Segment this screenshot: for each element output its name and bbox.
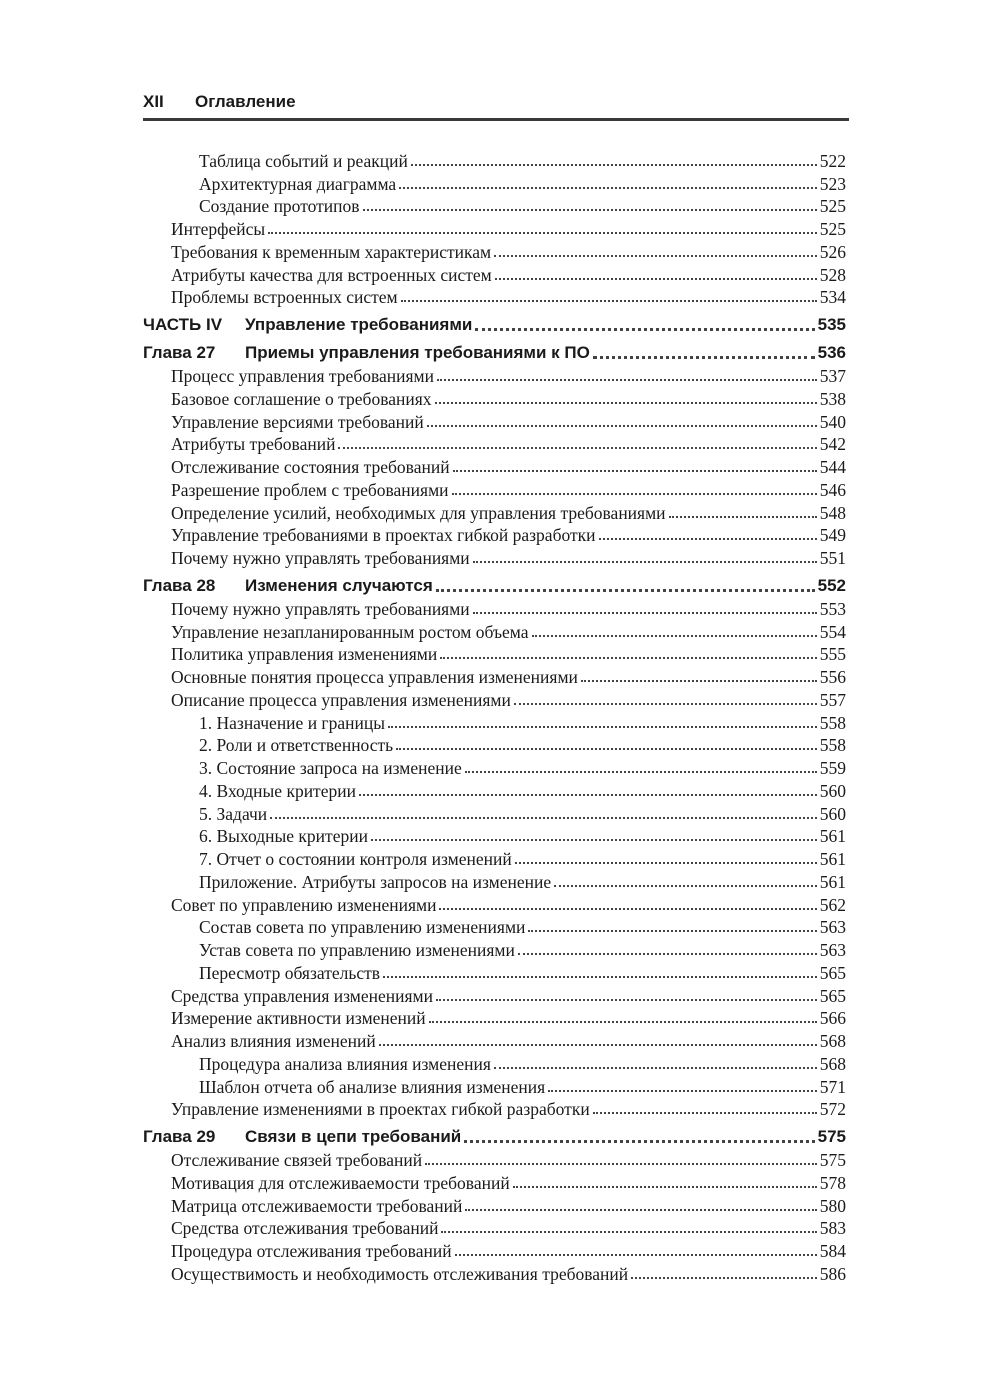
- toc-entry[interactable]: [143, 1074, 846, 1097]
- page-number: XII: [143, 92, 164, 111]
- page-ref: 561: [819, 826, 846, 847]
- toc-entry[interactable]: [143, 937, 846, 960]
- page-ref: 558: [819, 735, 846, 756]
- dot-leader: [599, 538, 817, 540]
- entry-title: Мотивация для отслеживаемости требований: [171, 1172, 510, 1193]
- entry-title: Проблемы встроенных систем: [171, 287, 398, 308]
- dot-leader: [528, 930, 816, 932]
- entry-title: Приложение. Атрибуты запросов на изменение: [199, 871, 552, 892]
- toc-entry[interactable]: [143, 523, 846, 546]
- page-ref: 561: [819, 871, 846, 892]
- toc-entry[interactable]: [143, 1051, 846, 1074]
- entry-title: Средства отслеживания требований: [171, 1218, 439, 1239]
- toc-entry[interactable]: [143, 148, 846, 171]
- page-ref: 538: [819, 388, 846, 409]
- toc-entry[interactable]: [143, 869, 846, 892]
- toc-entry[interactable]: [143, 915, 846, 938]
- dot-leader: [631, 1277, 817, 1279]
- toc-entry[interactable]: [143, 778, 846, 801]
- entry-title: Управление незапланированным ростом объема: [171, 621, 529, 642]
- entry-title: 2. Роли и ответственность: [199, 735, 394, 756]
- toc-entry[interactable]: [143, 171, 846, 194]
- page-ref: 578: [819, 1172, 846, 1193]
- page-ref: 580: [819, 1195, 846, 1216]
- page-ref: 558: [819, 712, 846, 733]
- dot-leader: [441, 1231, 816, 1233]
- dot-leader: [593, 1112, 817, 1114]
- dot-leader: [436, 589, 815, 592]
- dot-leader: [465, 1209, 816, 1211]
- toc-entry[interactable]: [143, 1238, 846, 1261]
- dot-leader: [455, 1254, 817, 1256]
- page-ref: 575: [819, 1150, 846, 1170]
- page-ref: 552: [817, 576, 846, 595]
- page-ref: 568: [819, 1031, 846, 1051]
- page-ref: 568: [819, 1053, 846, 1074]
- toc-entry[interactable]: [143, 596, 846, 619]
- page-ref: 523: [819, 173, 846, 194]
- entry-title: Управление версиями требований: [171, 411, 424, 432]
- dot-leader: [435, 402, 817, 404]
- toc-entry[interactable]: [143, 1193, 846, 1216]
- entry-title: 1. Назначение и границы: [199, 712, 385, 733]
- toc-entry[interactable]: [143, 545, 846, 568]
- page-ref: 549: [819, 525, 846, 546]
- toc-entry[interactable]: [143, 1028, 846, 1051]
- page-ref: 525: [819, 219, 846, 239]
- entry-title: Разрешение проблем с требованиями: [171, 479, 449, 500]
- dot-leader: [581, 680, 817, 682]
- page-ref: 586: [819, 1263, 846, 1284]
- toc-entry[interactable]: [143, 432, 846, 455]
- page-ref: 571: [819, 1076, 846, 1097]
- dot-leader: [363, 209, 817, 211]
- chapter-label: ЧАСТЬ IV: [143, 315, 223, 335]
- entry-title: Связи в цепи требований: [245, 1127, 462, 1147]
- dot-leader: [669, 516, 817, 518]
- page-ref: 546: [819, 479, 846, 500]
- dot-leader: [494, 1067, 817, 1069]
- dot-leader: [425, 1163, 817, 1165]
- entry-title: Отслеживание состояния требований: [171, 457, 450, 477]
- toc-entry[interactable]: [143, 262, 846, 285]
- page-ref: 526: [819, 241, 846, 262]
- entry-title: Основные понятия процесса управления изменениями: [171, 667, 578, 687]
- toc-entry[interactable]: [143, 983, 846, 1006]
- dot-leader: [514, 703, 817, 705]
- dot-leader: [475, 328, 814, 331]
- entry-title: 3. Состояние запроса на изменение: [199, 758, 462, 778]
- page-ref: 563: [819, 940, 846, 960]
- toc-entry[interactable]: [143, 1261, 846, 1284]
- entry-title: Пересмотр обязательств: [199, 962, 381, 983]
- entry-title: Управление изменениями в проектах гибкой разработки: [171, 1099, 590, 1120]
- dot-leader: [379, 1044, 817, 1046]
- entry-title: Устав совета по управлению изменениями: [199, 940, 515, 960]
- dot-leader: [437, 379, 817, 381]
- entry-title: Отслеживание связей требований: [171, 1150, 423, 1170]
- entry-title: 5. Задачи: [199, 803, 268, 824]
- toc-entry[interactable]: [143, 892, 846, 915]
- toc-entry[interactable]: [143, 755, 846, 778]
- toc-entry[interactable]: [143, 386, 846, 409]
- toc-entry[interactable]: [143, 194, 846, 217]
- dot-leader: [453, 470, 817, 472]
- page-ref: 565: [819, 985, 846, 1006]
- dot-leader: [495, 278, 817, 280]
- page-ref: 584: [819, 1241, 846, 1261]
- dot-leader: [268, 232, 817, 234]
- dot-leader: [436, 999, 817, 1001]
- entry-title: Приемы управления требованиями к ПО: [245, 343, 590, 363]
- dot-leader: [518, 953, 817, 955]
- entry-title: Средства управления изменениями: [171, 985, 433, 1006]
- page-ref: 536: [817, 343, 846, 363]
- chapter-label: Глава 28: [143, 576, 216, 595]
- toc-entry[interactable]: [143, 801, 846, 824]
- toc-entry[interactable]: [143, 1006, 846, 1029]
- page-ref: 561: [819, 849, 846, 869]
- page-ref: 555: [819, 644, 846, 665]
- toc-entry[interactable]: [143, 710, 846, 733]
- toc-entry[interactable]: [143, 454, 846, 477]
- entry-title: Создание прототипов: [199, 196, 360, 217]
- dot-leader: [359, 794, 817, 796]
- dot-leader: [401, 300, 817, 302]
- page-ref: 540: [819, 411, 846, 432]
- page-ref: 562: [819, 894, 846, 915]
- entry-title: Описание процесса управления изменениями: [171, 689, 511, 710]
- page-ref: 560: [819, 780, 846, 801]
- toc-entry[interactable]: [143, 1147, 846, 1170]
- toc-entry[interactable]: [143, 477, 846, 500]
- entry-title: 4. Входные критерии: [199, 780, 356, 801]
- entry-title: Атрибуты качества для встроенных систем: [171, 264, 492, 285]
- page-ref: 544: [819, 457, 846, 477]
- dot-leader: [473, 612, 817, 614]
- entry-title: Процедура анализа влияния изменения: [199, 1053, 491, 1074]
- toc-entry[interactable]: [143, 216, 846, 239]
- page-ref: 566: [819, 1008, 846, 1029]
- page-ref: 575: [817, 1127, 846, 1147]
- dot-leader: [465, 771, 817, 773]
- dot-leader: [554, 885, 817, 887]
- toc-entry[interactable]: [143, 239, 846, 262]
- page-ref: 554: [819, 621, 846, 642]
- toc-entry[interactable]: [143, 733, 846, 756]
- dot-leader: [593, 356, 815, 359]
- entry-title: Управление требованиями: [245, 315, 473, 335]
- toc-entry[interactable]: [143, 1216, 846, 1239]
- dot-leader: [371, 839, 817, 841]
- entry-title: Архитектурная диаграмма: [199, 173, 397, 194]
- dot-leader: [270, 817, 817, 819]
- entry-title: Базовое соглашение о требованиях: [171, 388, 432, 409]
- dot-leader: [411, 164, 817, 166]
- dot-leader: [383, 976, 817, 978]
- toc-entry[interactable]: [143, 1170, 846, 1193]
- entry-title: Изменения случаются: [245, 576, 433, 595]
- toc-entry[interactable]: [143, 960, 846, 983]
- page-ref: 534: [819, 287, 846, 308]
- toc-chapter-heading[interactable]: [143, 1119, 846, 1147]
- dot-leader: [429, 1021, 817, 1023]
- toc-chapter-heading[interactable]: [143, 335, 846, 363]
- dot-leader: [396, 748, 817, 750]
- page-ref: 528: [819, 264, 846, 285]
- page-ref: 548: [819, 502, 846, 523]
- running-title: Оглавление: [195, 92, 296, 111]
- entry-title: Почему нужно управлять требованиями: [171, 598, 470, 619]
- entry-title: 6. Выходные критерии: [199, 826, 368, 847]
- dot-leader: [548, 1090, 817, 1092]
- page-ref: 553: [819, 598, 846, 619]
- entry-title: Матрица отслеживаемости требований: [171, 1195, 463, 1216]
- entry-title: Управление требованиями в проектах гибкой разработки: [171, 525, 596, 546]
- page-ref: 551: [819, 548, 846, 568]
- dot-leader: [494, 255, 817, 257]
- page-ref: 559: [819, 758, 846, 778]
- page-ref: 583: [819, 1218, 846, 1239]
- page-ref: 556: [819, 667, 846, 687]
- entry-title: Совет по управлению изменениями: [171, 894, 437, 915]
- page-ref: 542: [819, 434, 846, 455]
- dot-leader: [439, 908, 816, 910]
- dot-leader: [399, 187, 817, 189]
- page-ref: 563: [819, 917, 846, 938]
- entry-title: Процесс управления требованиями: [171, 366, 434, 386]
- toc-entry[interactable]: [143, 500, 846, 523]
- toc-entry[interactable]: [143, 409, 846, 432]
- entry-title: Анализ влияния изменений: [171, 1031, 376, 1051]
- dot-leader: [440, 657, 817, 659]
- toc-entry[interactable]: [143, 1097, 846, 1120]
- table-of-contents: [143, 148, 846, 1284]
- entry-title: Интерфейсы: [171, 219, 266, 239]
- toc-entry[interactable]: [143, 285, 846, 308]
- entry-title: Атрибуты требований: [171, 434, 336, 455]
- dot-leader: [338, 447, 816, 449]
- entry-title: Политика управления изменениями: [171, 644, 438, 665]
- toc-entry[interactable]: [143, 846, 846, 869]
- entry-title: Процедура отслеживания требований: [171, 1241, 452, 1261]
- entry-title: Требования к временным характеристикам: [171, 241, 492, 262]
- toc-entry[interactable]: [143, 642, 846, 665]
- page-ref: 537: [819, 366, 846, 386]
- entry-title: Осуществимость и необходимость отслеживания требований: [171, 1263, 629, 1284]
- toc-entry[interactable]: [143, 824, 846, 847]
- page-ref: 565: [819, 962, 846, 983]
- page-ref: 572: [819, 1099, 846, 1120]
- toc-entry[interactable]: [143, 619, 846, 642]
- entry-title: Шаблон отчета об анализе влияния изменения: [199, 1076, 546, 1097]
- dot-leader: [473, 561, 817, 563]
- dot-leader: [515, 862, 817, 864]
- page-ref: 525: [819, 196, 846, 217]
- page-header: [143, 88, 849, 116]
- dot-leader: [452, 493, 817, 495]
- entry-title: Определение усилий, необходимых для управления требованиями: [171, 502, 666, 523]
- dot-leader: [427, 425, 817, 427]
- entry-title: 7. Отчет о состоянии контроля изменений: [199, 849, 512, 869]
- toc-chapter-heading[interactable]: [143, 568, 846, 596]
- entry-title: Почему нужно управлять требованиями: [171, 548, 470, 568]
- dot-leader: [532, 635, 817, 637]
- header-rule: [143, 118, 849, 121]
- entry-title: Измерение активности изменений: [171, 1008, 426, 1029]
- page-ref: 560: [819, 803, 846, 824]
- toc-entry[interactable]: [143, 687, 846, 710]
- entry-title: Состав совета по управлению изменениями: [199, 917, 526, 938]
- toc-entry[interactable]: [143, 363, 846, 386]
- dot-leader: [388, 726, 817, 728]
- entry-title: Таблица событий и реакций: [199, 150, 408, 171]
- toc-entry[interactable]: [143, 664, 846, 687]
- chapter-label: Глава 29: [143, 1127, 216, 1147]
- page-ref: 557: [819, 689, 846, 710]
- dot-leader: [513, 1186, 817, 1188]
- page-ref: 522: [819, 150, 846, 171]
- toc-chapter-heading[interactable]: [143, 307, 846, 335]
- chapter-label: Глава 27: [143, 343, 216, 363]
- dot-leader: [464, 1140, 814, 1143]
- page-ref: 535: [817, 315, 846, 335]
